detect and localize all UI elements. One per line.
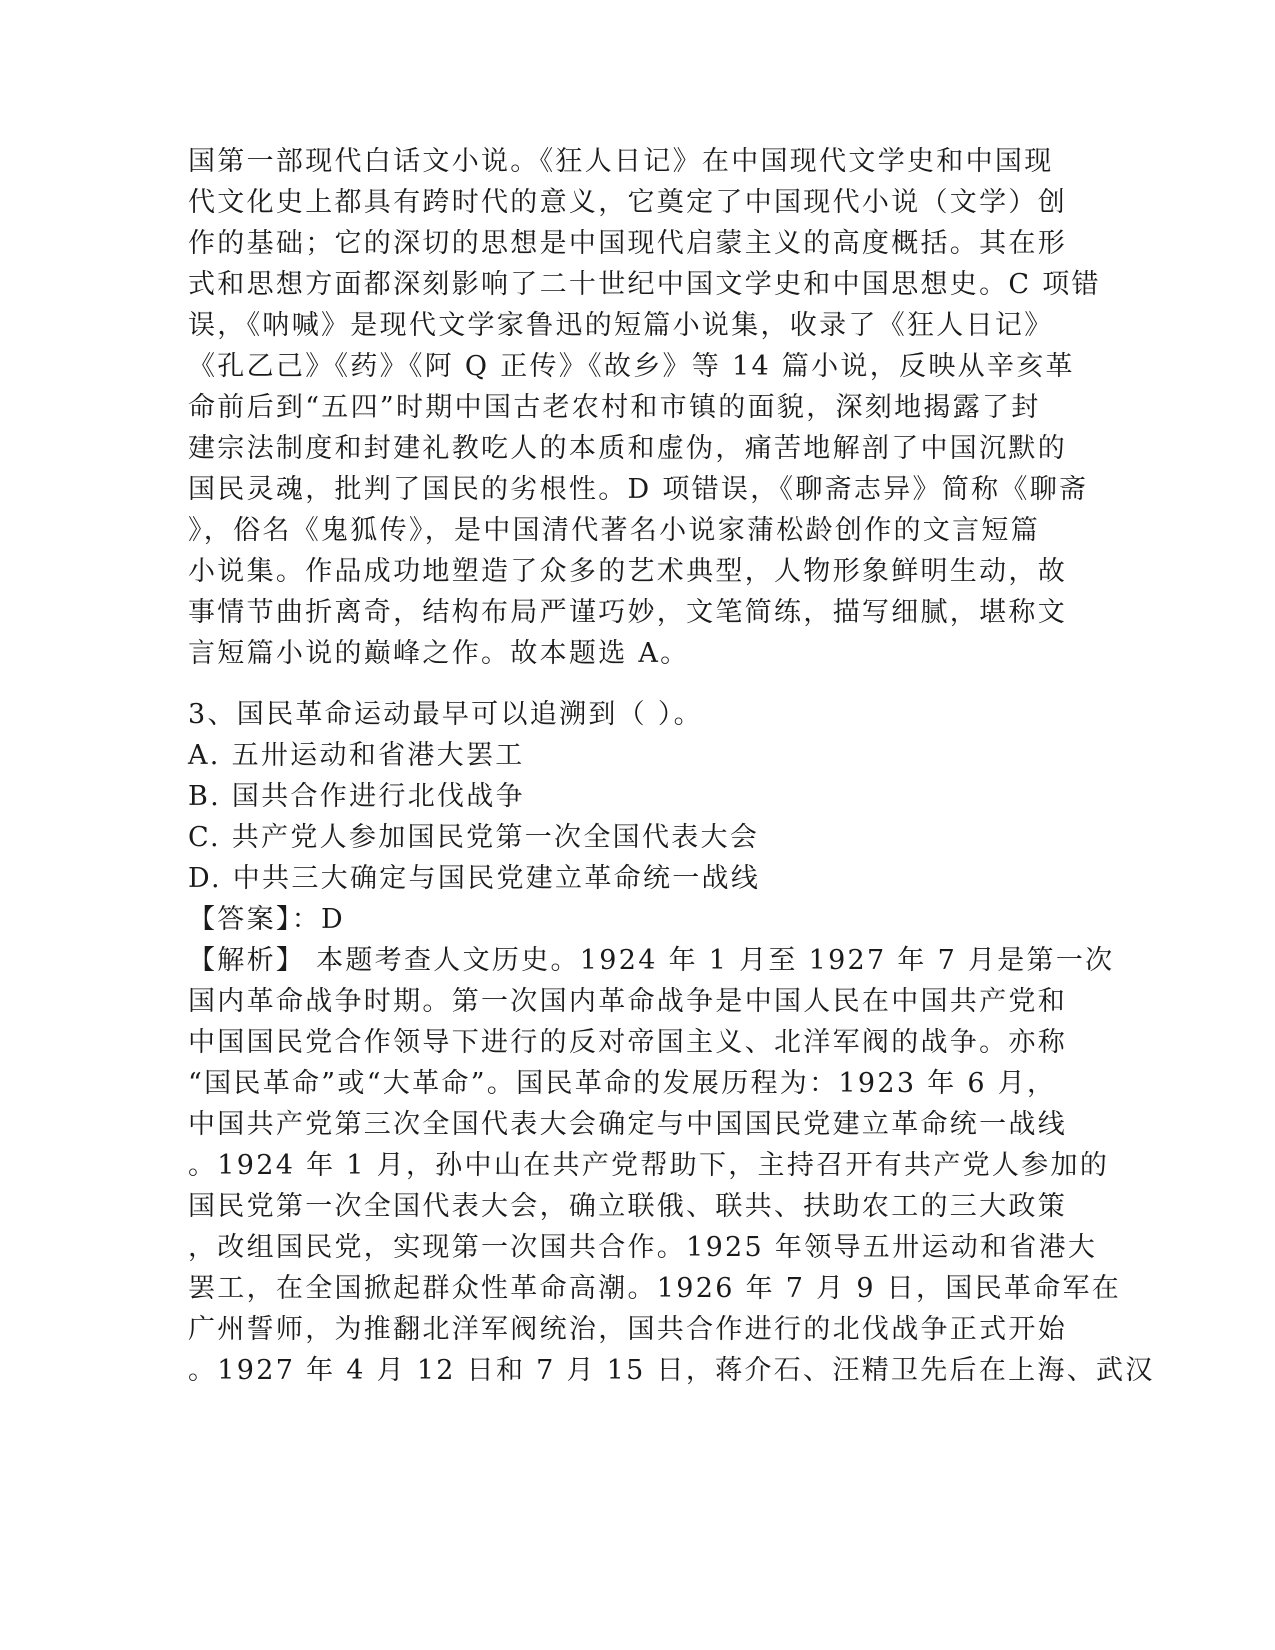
text-line: 建宗法制度和封建礼教吃人的本质和虚伪，痛苦地解剖了中国沉默的 xyxy=(188,433,1067,464)
text-line: 【解析】 本题考查人文历史。1924 年 1 月至 1927 年 7 月是第一次 xyxy=(188,945,1115,976)
text-line: 言短篇小说的巅峰之作。故本题选 A。 xyxy=(188,638,690,669)
text-line: 作的基础；它的深切的思想是中国现代启蒙主义的高度概括。其在形 xyxy=(188,228,1067,259)
text-line: ，改组国民党，实现第一次国共合作。1925 年领导五卅运动和省港大 xyxy=(188,1232,1098,1263)
text-line: 罢工，在全国掀起群众性革命高潮。1926 年 7 月 9 日，国民革命军在 xyxy=(188,1273,1122,1304)
text-line: 式和思想方面都深刻影响了二十世纪中国文学史和中国思想史。C 项错 xyxy=(188,269,1101,300)
text-line: 国民党第一次全国代表大会，确立联俄、联共、扶助农工的三大政策 xyxy=(188,1191,1067,1222)
text-line: 广州誓师，为推翻北洋军阀统治，国共合作进行的北伐战争正式开始 xyxy=(188,1314,1067,1345)
text-line: 。1927 年 4 月 12 日和 7 月 15 日，蒋介石、汪精卫先后在上海、武汉 xyxy=(188,1355,1155,1386)
text-line: 国民灵魂，批判了国民的劣根性。D 项错误，《聊斋志异》简称《聊斋 xyxy=(188,474,1089,505)
answer-line: 【答案】：D xyxy=(188,904,345,935)
option-b: B. 国共合作进行北伐战争 xyxy=(188,781,525,812)
text-line: 小说集。作品成功地塑造了众多的艺术典型，人物形象鲜明生动，故 xyxy=(188,556,1067,587)
text-line: 。1924 年 1 月，孙中山在共产党帮助下，主持召开有共产党人参加的 xyxy=(188,1150,1110,1181)
text-line: 中国国民党合作领导下进行的反对帝国主义、北洋军阀的战争。亦称 xyxy=(188,1027,1067,1058)
text-line: 国第一部现代白话文小说。《狂人日记》在中国现代文学史和中国现 xyxy=(188,146,1054,177)
text-line: 国内革命战争时期。第一次国内革命战争是中国人民在中国共产党和 xyxy=(188,986,1067,1017)
text-line: 中国共产党第三次全国代表大会确定与中国国民党建立革命统一战线 xyxy=(188,1109,1067,1140)
question-stem: 3、国民革命运动最早可以追溯到（ ）。 xyxy=(188,699,703,730)
option-c: C. 共产党人参加国民党第一次全国代表大会 xyxy=(188,822,760,853)
option-d: D. 中共三大确定与国民党建立革命统一战线 xyxy=(188,863,761,894)
text-line: 事情节曲折离奇，结构布局严谨巧妙，文笔简练，描写细腻，堪称文 xyxy=(188,597,1067,628)
text-line: 代文化史上都具有跨时代的意义，它奠定了中国现代小说（文学）创 xyxy=(188,187,1067,218)
text-line: 误，《呐喊》是现代文学家鲁迅的短篇小说集，收录了《狂人日记》 xyxy=(188,310,1054,341)
text-line: “国民革命”或“大革命”。国民革命的发展历程为：1923 年 6 月， xyxy=(188,1068,1057,1099)
text-line: 《孔乙己》《药》《阿 Q 正传》《故乡》等 14 篇小说，反映从辛亥革 xyxy=(188,351,1075,382)
option-a: A. 五卅运动和省港大罢工 xyxy=(188,740,525,771)
text-line: 》，俗名《鬼狐传》，是中国清代著名小说家蒲松龄创作的文言短篇 xyxy=(188,515,1040,546)
text-line: 命前后到“五四”时期中国古老农村和市镇的面貌，深刻地揭露了封 xyxy=(188,392,1041,423)
